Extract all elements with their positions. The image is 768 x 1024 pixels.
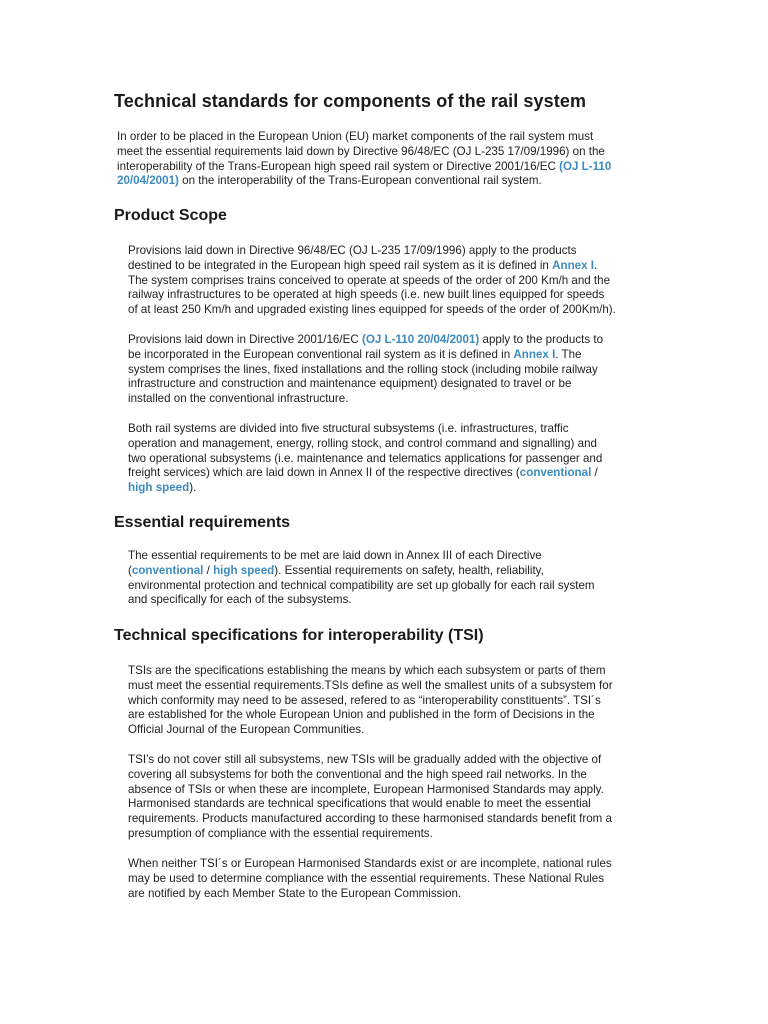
oj-l110-link-2[interactable]: (OJ L-110 20/04/2001) [361, 333, 480, 346]
text-line: TSIs are the specifications establishing the means by which each subsystem or parts of them [128, 664, 606, 677]
text-line: two operational subsystems (i.e. maintenance and telematics applications for passenger and [128, 451, 603, 465]
tsi-paragraph-3 [128, 857, 612, 901]
text-line: When neither TSI´s or European Harmonised Standards exist or are incomplete, national rules [128, 857, 612, 870]
conventional-link[interactable]: conventional [519, 466, 592, 480]
text-line [128, 481, 602, 496]
tsi-paragraph-1 [128, 664, 613, 738]
text-line: covering all subsystems for both the conventional and the high speed rail networks. In the [128, 767, 587, 781]
product-scope-paragraph-1 [128, 244, 616, 318]
text-line: which conformity may need to be assesed, refered to as “interoperability constituents”. TSI´s [128, 693, 601, 707]
product-scope-heading: Product Scope [114, 207, 227, 224]
text-segment: freight services) which are laid down in Annex II of the respective directives ( [128, 466, 520, 480]
text-segment: . [593, 258, 598, 272]
text-line [128, 348, 603, 363]
text-line [128, 466, 602, 481]
text-line [117, 174, 611, 189]
text-segment: Provisions laid down in Directive 2001/16/EC [128, 333, 359, 346]
text-line: system comprises the lines, fixed installations and the rolling stock (including mobile railway [128, 362, 598, 376]
tsi-paragraph-2 [128, 753, 612, 842]
oj-l110-link[interactable]: (OJ L-110 [559, 159, 612, 173]
text-line: presumption of compliance with the essential requirements. [128, 826, 433, 840]
text-line: are established for the whole European Union and published in the form of Decisions in the [128, 708, 595, 722]
essential-requirements-paragraph [128, 549, 595, 608]
text-segment: interoperability of the Trans-European high speed rail system or Directive 2001/16/EC [117, 159, 556, 173]
text-segment: on the interoperability of the Trans-European conventional rail system. [182, 174, 542, 188]
intro-paragraph [117, 130, 611, 189]
text-line [128, 564, 595, 579]
text-segment: . The [555, 347, 582, 361]
essential-requirements-heading: Essential requirements [114, 514, 291, 531]
text-line: TSI’s do not cover still all subsystems, new TSIs will be gradually added with the objective of [128, 753, 602, 766]
text-line [128, 333, 603, 348]
text-segment: / [591, 466, 598, 480]
annex-i-high-speed-link[interactable]: Annex I [552, 258, 594, 272]
text-segment: ). [189, 481, 197, 495]
page-title: Technical standards for components of the rail system [114, 91, 587, 111]
text-line: infrastructure and construction and maintenance equipment) designated to travel or be [128, 377, 572, 391]
text-line: requirements. Products manufactured according to these harmonised standards benefit from a [128, 812, 612, 826]
text-segment: ( [128, 563, 132, 577]
text-line: Both rail systems are divided into five structural subsystems (i.e. infrastructures, traffic [128, 422, 569, 435]
high-speed-link[interactable]: high speed [128, 481, 190, 495]
high-speed-link-2[interactable]: high speed [213, 563, 275, 577]
text-segment: ). Essential requirements on safety, health, reliability, [274, 563, 544, 577]
text-line: Official Journal of the European Communities. [128, 723, 365, 737]
annex-i-conventional-link[interactable]: Annex I [513, 347, 556, 361]
tsi-heading: Technical specifications for interoperability (TSI) [114, 627, 484, 644]
text-segment: be incorporated in the European conventional rail system as it is defined in [128, 347, 511, 361]
text-line: meet the essential requirements laid down by Directive 96/48/EC (OJ L-235 17/09/1996) on the [117, 144, 605, 158]
text-line: Provisions laid down in Directive 96/48/EC (OJ L-235 17/09/1996) apply to the products [128, 244, 577, 257]
text-line: absence of TSIs or when these are incomplete, European Harmonised Standards may apply. [128, 782, 604, 796]
text-line: of at least 250 Km/h and upgraded existing lines equipped for speeds of the order of 200Km/h). [128, 303, 616, 317]
text-line: are notified by each Member State to the European Commission. [128, 886, 462, 900]
text-line: environmental protection and technical compatibility are set up globally for each rail system [128, 578, 595, 592]
text-line: Harmonised standards are technical specifications that would enable to meet the essential [128, 797, 591, 811]
product-scope-paragraph-3 [128, 422, 602, 496]
conventional-link-2[interactable]: conventional [131, 563, 204, 577]
product-scope-paragraph-2 [128, 333, 603, 407]
text-line: In order to be placed in the European Union (EU) market components of the rail system must [117, 130, 594, 143]
text-line: operation and management, energy, rolling stock, and control command and signalling) and [128, 436, 597, 450]
text-line [128, 259, 616, 274]
text-line: The essential requirements to be met are laid down in Annex III of each Directive [128, 549, 542, 562]
text-line [117, 160, 611, 175]
text-line: railway infrastructures to be operated at high speeds (i.e. new built lines equipped for speeds [128, 288, 605, 302]
text-segment: apply to the products to [482, 333, 604, 346]
text-line: may be used to determine compliance with the essential requirements. These National Rules [128, 871, 605, 885]
text-segment: destined to be integrated in the European high speed rail system as it is defined in [128, 258, 549, 272]
text-line: and specifically for each of the subsystems. [128, 593, 352, 607]
oj-l110-date-link[interactable]: 20/04/2001) [117, 174, 179, 188]
text-line: must meet the essential requirements.TSIs define as well the smallest units of a subsystem for [128, 678, 613, 692]
text-line: installed on the conventional infrastructure. [128, 392, 349, 406]
text-segment: / [203, 563, 214, 577]
text-line: The system comprises trains conceived to operate at speeds of the order of 200 Km/h and the [128, 273, 611, 287]
